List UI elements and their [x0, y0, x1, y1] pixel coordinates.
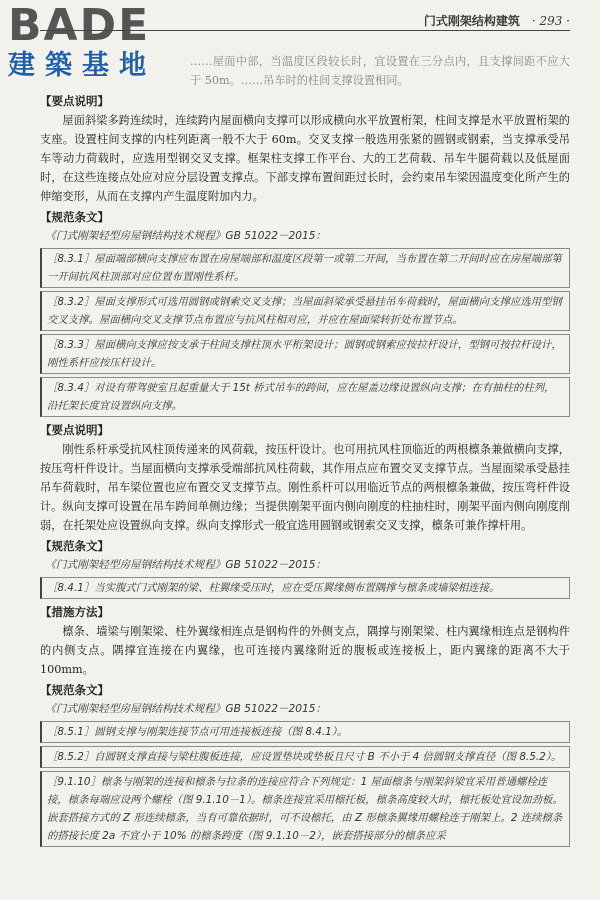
- section-heading: 【规范条文】: [40, 210, 109, 224]
- code-clause: ［8.4.1］当实腹式门式刚架的梁、柱翼缘受压时，应在受压翼缘侧布置隅撑与檩条或墙梁相连接。: [40, 577, 570, 599]
- standard-reference: 《门式刚架轻型房屋钢结构技术规程》GB 51022－2015：: [45, 230, 327, 242]
- section-title: 门式刚架结构建筑: [423, 14, 520, 28]
- section-heading: 【要点说明】: [40, 94, 109, 108]
- section-heading: 【规范条文】: [40, 683, 109, 697]
- standard-reference: 《门式刚架轻型房屋钢结构技术规程》GB 51022－2015：: [45, 703, 327, 715]
- code-clause: ［8.3.1］屋面端部横向支撑应布置在房屋端部和温度区段第一或第二开间，当布置在第二开间时应在房屋端部第一开间抗风柱顶部对应位置布置刚性系杆。: [40, 248, 570, 288]
- logo-subtitle: 建築基地: [8, 50, 156, 81]
- code-clause: ［8.3.3］屋面横向支撑应按支承于柱间支撑柱顶水平桁架设计；圆钢或钢索应按拉杆设计，型钢可按拉杆设计，刚性系杆应按压杆设计。: [40, 334, 570, 374]
- fragment-paragraph: ……屋面中部，当温度区段较长时，宜设置在三分点内，且支撑间距不应大于 50m。……吊车时的柱间支撑设置相同。: [190, 55, 570, 87]
- code-clause: ［8.5.2］自圆钢支撑直接与梁柱腹板连接，应设置垫块或垫板且尺寸 B 不小于 4 倍圆钢支撑直径（图 8.5.2）。: [40, 746, 570, 768]
- standard-reference: 《门式刚架轻型房屋钢结构技术规程》GB 51022－2015：: [45, 559, 327, 571]
- body-paragraph: 刚性系杆承受抗风柱顶传递来的风荷载，按压杆设计。也可用抗风柱顶临近的两根檩条兼做横向支撑，按压弯杆件设计。当屋面横向支撑承受端部抗风柱荷载，其作用点应布置交叉支撑节点。当屋面梁承受悬挂吊车荷载时，吊车梁位置也应布置交叉支撑节点。刚性系杆可以用临近节点的两根檩条兼做，按压弯杆件设计。纵向支撑可设置在吊车跨间单侧边缘；当提供刚架平面内侧向刚度的柱抽柱时，刚架平面内侧向刚度削弱，在托架处应设置纵向支撑。纵向支撑形式一般宜选用圆钢或钢索交叉支撑，檩条可兼作撑杆用。: [40, 443, 570, 532]
- section-heading: 【措施方法】: [40, 605, 109, 619]
- page-body: [40, 52, 570, 850]
- section-heading: 【要点说明】: [40, 423, 109, 437]
- body-paragraph: 屋面斜梁多跨连续时，连续跨内屋面横向支撑可以形成横向水平放置桁架，柱间支撑是水平放置桁架的支座。设置柱间支撑的内柱列距离一般不大于 60m。交叉支撑一般选用张紧的圆钢或钢索，当支撑承受吊车等动力荷载时，应选用型钢交叉支撑。框架柱支撑工作平台、大的工艺荷载、吊车牛腿荷载以及低屋面时，在这些连接点处应对应分层设置支撑点。下部支撑布置间距过长时，会约束吊车梁因温度变化所产生的伸缩变形，从而在支撑内产生温度附加内力。: [40, 114, 570, 203]
- section-heading: 【规范条文】: [40, 539, 109, 553]
- body-paragraph: 檩条、墙梁与刚架梁、柱外翼缘相连点是钢构件的外侧支点，隅撑与刚架梁、柱内翼缘相连点是钢构件的内侧支点。隅撑宜连接在内翼缘，也可连接内翼缘附近的腹板或连接板上，距内翼缘的距离不大于 100mm。: [40, 625, 570, 676]
- code-clause: ［8.3.2］屋面支撑形式可选用圆钢或钢索交叉支撑；当屋面斜梁承受悬挂吊车荷载时，屋面横向支撑应选用型钢交叉支撑。屋面横向交叉支撑节点布置应与抗风柱相对应，并应在屋面梁转折处布置节点。: [40, 291, 570, 331]
- logo-word: BADE: [8, 0, 151, 51]
- running-header: [424, 12, 570, 29]
- code-clause: ［8.3.4］对设有带驾驶室且起重量大于 15t 桥式吊车的跨间，应在屋盖边缘设置纵向支撑；在有抽柱的柱列，沿托架长度宜设置纵向支撑。: [40, 377, 570, 417]
- header-rule: [40, 30, 570, 31]
- code-clause: ［8.5.1］圆钢支撑与刚架连接节点可用连接板连接（图 8.4.1）。: [40, 721, 570, 743]
- code-clause: ［9.1.10］檩条与刚架的连接和檩条与拉条的连接应符合下列规定：1 屋面檩条与刚架斜梁宜采用普通螺栓连接，檩条每端应设两个螺栓（图 9.1.10－1）。檩条连接宜采用檩托板，檩条高度较大时，檩托板处宜设加劲板。嵌套搭接方式的 Z 形连续檩条，当有可靠依据时，可不设檩托，由 Z 形檩条翼缘用螺栓连于刚架上。2 连续檩条的搭接长度 2a 不宜小于 10% 的檩条跨度（图 9.1.10－2），嵌套搭接部分的檩条应采: [40, 771, 570, 847]
- page-number: · 293 ·: [531, 14, 570, 28]
